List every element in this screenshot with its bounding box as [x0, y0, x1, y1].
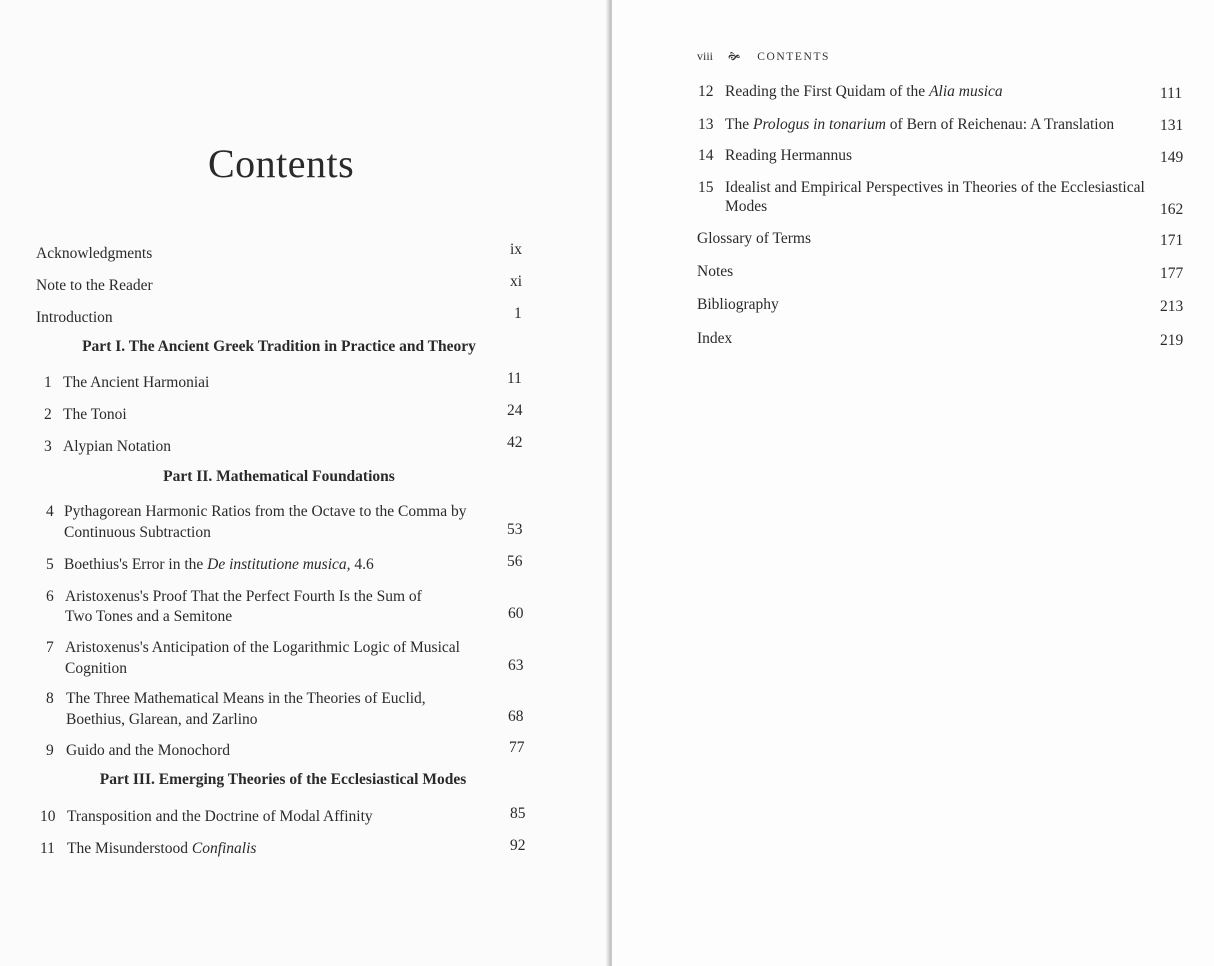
chapter-title-line2: Cognition: [65, 660, 128, 677]
chapter-title: Alypian Notation: [63, 438, 172, 455]
chapter-title-line2: Continuous Subtraction: [64, 524, 211, 541]
chapter-number: 9: [46, 742, 54, 759]
chapter-page: 53: [507, 521, 523, 538]
title-text: of Bern of Reichenau: A Translation: [885, 116, 1115, 133]
toc-entry-chapter-15[interactable]: [698, 178, 1188, 220]
chapter-page: 85: [510, 805, 526, 822]
entry-page: 213: [1160, 298, 1184, 315]
chapter-number: 12: [698, 83, 714, 100]
title-text: Reading the First Quidam of the: [725, 83, 930, 100]
title-italic: Alia musica: [929, 83, 1003, 100]
part-heading-2: Part II. Mathematical Foundations: [163, 468, 395, 485]
chapter-title: The Ancient Harmoniai: [63, 374, 210, 391]
title-italic: De institutione musica,: [207, 556, 351, 573]
title-italic: Confinalis: [191, 840, 257, 857]
chapter-page: 77: [509, 739, 525, 756]
entry-page: xi: [510, 273, 523, 290]
entry-title: Acknowledgments: [36, 245, 153, 262]
chapter-page: 60: [508, 605, 524, 622]
entry-page: 177: [1160, 265, 1184, 282]
chapter-page: 56: [507, 553, 523, 570]
title-text: 4.6: [350, 556, 374, 573]
contents-title: Contents: [208, 141, 355, 186]
chapter-number: 10: [40, 808, 56, 825]
title-text: The Misunderstood: [67, 840, 192, 857]
chapter-number: 8: [46, 690, 54, 707]
chapter-title-line2: Boethius, Glarean, and Zarlino: [66, 711, 258, 728]
chapter-title: Reading Hermannus: [725, 147, 852, 164]
chapter-number: 2: [44, 406, 52, 423]
entry-title: Glossary of Terms: [697, 230, 812, 247]
running-head-title: CONTENTS: [757, 51, 831, 63]
chapter-page: 162: [1160, 201, 1184, 218]
chapter-number: 14: [698, 147, 714, 164]
chapter-title-line1: Idealist and Empirical Perspectives in Theories of the Ecclesiastical: [725, 179, 1145, 196]
ornament-icon: 🙞: [728, 51, 741, 63]
chapter-title-line2: Two Tones and a Semitone: [65, 608, 233, 625]
chapter-page: 68: [508, 708, 524, 725]
entry-title: Index: [697, 330, 733, 347]
chapter-page: 63: [508, 657, 524, 674]
entry-title: Introduction: [36, 309, 113, 326]
chapter-number: 1: [44, 374, 52, 391]
title-text: Boethius's Error in the: [64, 556, 208, 573]
entry-title: Bibliography: [697, 296, 779, 313]
entry-page: 219: [1160, 332, 1184, 349]
running-head-page-number: viii: [697, 49, 714, 63]
chapter-number: 13: [698, 116, 714, 133]
title-text: The: [725, 116, 753, 133]
chapter-number: 3: [44, 438, 52, 455]
chapter-page: 111: [1160, 85, 1183, 102]
chapter-title: Transposition and the Doctrine of Modal Affinity: [67, 808, 373, 825]
entry-page: 1: [514, 305, 522, 322]
entry-page: ix: [510, 241, 523, 258]
chapter-title: [725, 82, 1003, 102]
chapter-number: 5: [46, 556, 54, 573]
chapter-page: 149: [1160, 149, 1184, 166]
chapter-number: 11: [40, 840, 55, 857]
entry-title: Notes: [697, 263, 734, 280]
chapter-title: Guido and the Monochord: [66, 742, 231, 759]
title-italic: Prologus in tonarium: [752, 116, 886, 133]
chapter-number: 7: [46, 639, 54, 656]
chapter-number: 6: [46, 588, 54, 605]
chapter-page: 24: [507, 402, 523, 419]
entry-page: 171: [1160, 232, 1184, 249]
entry-title: Note to the Reader: [36, 277, 153, 294]
part-heading-3: Part III. Emerging Theories of the Ecclesiastical Modes: [99, 771, 467, 788]
chapter-page: 11: [507, 370, 522, 387]
chapter-title-line1: The Three Mathematical Means in the Theories of Euclid,: [66, 690, 426, 707]
chapter-page: 92: [510, 837, 526, 854]
part-heading-1: Part I. The Ancient Greek Tradition in Practice and Theory: [82, 338, 476, 355]
chapter-title-line1: Aristoxenus's Anticipation of the Logarithmic Logic of Musical: [65, 639, 460, 656]
chapter-title-line1: Aristoxenus's Proof That the Perfect Fourth Is the Sum of: [65, 588, 422, 605]
chapter-number: 15: [698, 179, 714, 196]
chapter-title: [725, 115, 1114, 135]
chapter-page: 131: [1160, 117, 1184, 134]
chapter-number: 4: [46, 503, 54, 520]
chapter-title-line2: Modes: [725, 198, 768, 215]
chapter-title-line1: Pythagorean Harmonic Ratios from the Octave to the Comma by: [64, 503, 467, 520]
chapter-title: The Tonoi: [63, 406, 127, 423]
chapter-page: 42: [507, 434, 523, 451]
